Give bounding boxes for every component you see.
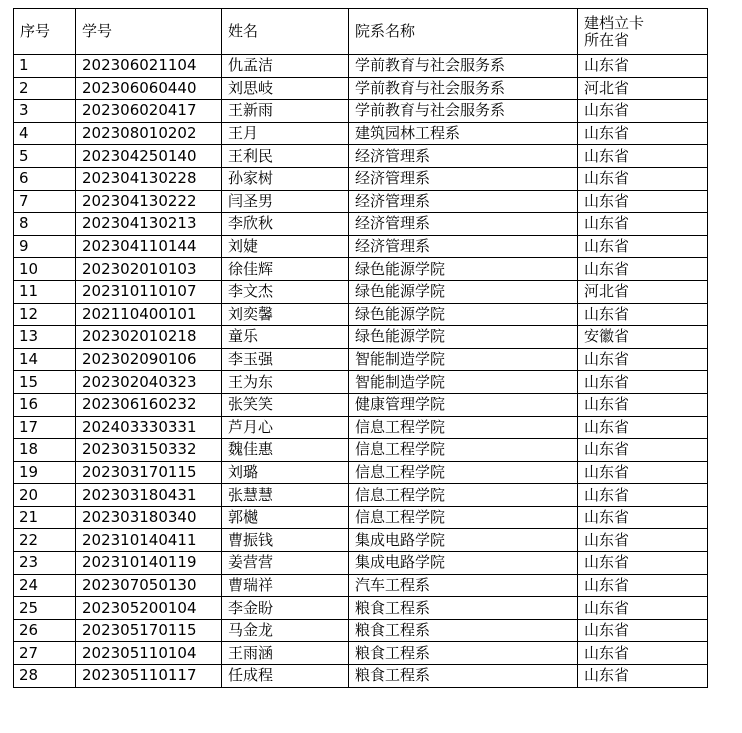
table-row bbox=[14, 55, 708, 78]
cell-province: 山东省 bbox=[578, 55, 708, 78]
cell-index: 23 bbox=[14, 552, 76, 575]
cell-department: 信息工程学院 bbox=[349, 484, 578, 507]
cell-name: 魏佳惠 bbox=[222, 439, 349, 462]
cell-index: 8 bbox=[14, 213, 76, 236]
cell-index: 19 bbox=[14, 461, 76, 484]
cell-department: 智能制造学院 bbox=[349, 348, 578, 371]
cell-name: 王雨涵 bbox=[222, 642, 349, 665]
cell-student-id: 202310110107 bbox=[76, 280, 222, 303]
cell-student-id: 202306021104 bbox=[76, 55, 222, 78]
cell-index: 6 bbox=[14, 167, 76, 190]
table-row bbox=[14, 190, 708, 213]
cell-index: 16 bbox=[14, 393, 76, 416]
cell-student-id: 202305200104 bbox=[76, 597, 222, 620]
cell-index: 20 bbox=[14, 484, 76, 507]
cell-province: 山东省 bbox=[578, 348, 708, 371]
header-row bbox=[14, 9, 708, 55]
cell-province: 山东省 bbox=[578, 642, 708, 665]
cell-index: 1 bbox=[14, 55, 76, 78]
cell-name: 李文杰 bbox=[222, 280, 349, 303]
cell-index: 5 bbox=[14, 145, 76, 168]
cell-index: 22 bbox=[14, 529, 76, 552]
cell-name: 刘思岐 bbox=[222, 77, 349, 100]
cell-name: 孙家树 bbox=[222, 167, 349, 190]
cell-province: 山东省 bbox=[578, 416, 708, 439]
cell-student-id: 202110400101 bbox=[76, 303, 222, 326]
table-row bbox=[14, 371, 708, 394]
table-row bbox=[14, 619, 708, 642]
cell-student-id: 202304110144 bbox=[76, 235, 222, 258]
cell-index: 13 bbox=[14, 326, 76, 349]
cell-index: 18 bbox=[14, 439, 76, 462]
cell-student-id: 202304130222 bbox=[76, 190, 222, 213]
header-student-id: 学号 bbox=[76, 9, 222, 55]
table-row bbox=[14, 642, 708, 665]
table-row bbox=[14, 665, 708, 688]
cell-province: 山东省 bbox=[578, 461, 708, 484]
cell-student-id: 202302010218 bbox=[76, 326, 222, 349]
header-index: 序号 bbox=[14, 9, 76, 55]
table-row bbox=[14, 258, 708, 281]
cell-name: 张笑笑 bbox=[222, 393, 349, 416]
cell-student-id: 202305110117 bbox=[76, 665, 222, 688]
cell-index: 17 bbox=[14, 416, 76, 439]
header-province-line2: 所在省 bbox=[584, 31, 630, 49]
table-row bbox=[14, 393, 708, 416]
cell-department: 粮食工程系 bbox=[349, 619, 578, 642]
cell-province: 山东省 bbox=[578, 665, 708, 688]
table-row bbox=[14, 235, 708, 258]
cell-department: 集成电路学院 bbox=[349, 529, 578, 552]
cell-province: 山东省 bbox=[578, 235, 708, 258]
cell-student-id: 202403330331 bbox=[76, 416, 222, 439]
cell-department: 绿色能源学院 bbox=[349, 280, 578, 303]
cell-index: 15 bbox=[14, 371, 76, 394]
table-row bbox=[14, 303, 708, 326]
cell-student-id: 202308010202 bbox=[76, 122, 222, 145]
cell-name: 李金盼 bbox=[222, 597, 349, 620]
cell-province: 山东省 bbox=[578, 597, 708, 620]
cell-province: 山东省 bbox=[578, 484, 708, 507]
cell-province: 山东省 bbox=[578, 506, 708, 529]
cell-name: 李玉强 bbox=[222, 348, 349, 371]
cell-department: 集成电路学院 bbox=[349, 552, 578, 575]
cell-province: 山东省 bbox=[578, 167, 708, 190]
cell-province: 山东省 bbox=[578, 122, 708, 145]
cell-student-id: 202307050130 bbox=[76, 574, 222, 597]
cell-province: 山东省 bbox=[578, 100, 708, 123]
table-row bbox=[14, 529, 708, 552]
cell-index: 21 bbox=[14, 506, 76, 529]
cell-index: 7 bbox=[14, 190, 76, 213]
cell-index: 12 bbox=[14, 303, 76, 326]
cell-department: 经济管理系 bbox=[349, 190, 578, 213]
cell-student-id: 202304250140 bbox=[76, 145, 222, 168]
table-row bbox=[14, 552, 708, 575]
table-row bbox=[14, 416, 708, 439]
cell-department: 学前教育与社会服务系 bbox=[349, 55, 578, 78]
table-row bbox=[14, 213, 708, 236]
cell-department: 信息工程学院 bbox=[349, 439, 578, 462]
cell-name: 任成程 bbox=[222, 665, 349, 688]
cell-department: 信息工程学院 bbox=[349, 506, 578, 529]
cell-student-id: 202302090106 bbox=[76, 348, 222, 371]
cell-student-id: 202303180431 bbox=[76, 484, 222, 507]
cell-name: 芦月心 bbox=[222, 416, 349, 439]
cell-student-id: 202306020417 bbox=[76, 100, 222, 123]
cell-student-id: 202310140411 bbox=[76, 529, 222, 552]
cell-name: 王新雨 bbox=[222, 100, 349, 123]
cell-department: 信息工程学院 bbox=[349, 461, 578, 484]
table-row bbox=[14, 574, 708, 597]
cell-department: 经济管理系 bbox=[349, 145, 578, 168]
cell-index: 25 bbox=[14, 597, 76, 620]
cell-department: 信息工程学院 bbox=[349, 416, 578, 439]
cell-department: 学前教育与社会服务系 bbox=[349, 100, 578, 123]
cell-name: 王月 bbox=[222, 122, 349, 145]
cell-department: 粮食工程系 bbox=[349, 665, 578, 688]
cell-student-id: 202310140119 bbox=[76, 552, 222, 575]
cell-index: 11 bbox=[14, 280, 76, 303]
cell-name: 王利民 bbox=[222, 145, 349, 168]
cell-student-id: 202303170115 bbox=[76, 461, 222, 484]
cell-province: 河北省 bbox=[578, 77, 708, 100]
cell-province: 山东省 bbox=[578, 529, 708, 552]
cell-department: 健康管理学院 bbox=[349, 393, 578, 416]
cell-province: 山东省 bbox=[578, 371, 708, 394]
cell-name: 徐佳辉 bbox=[222, 258, 349, 281]
cell-department: 绿色能源学院 bbox=[349, 258, 578, 281]
cell-province: 安徽省 bbox=[578, 326, 708, 349]
cell-name: 刘婕 bbox=[222, 235, 349, 258]
header-name: 姓名 bbox=[222, 9, 349, 55]
cell-student-id: 202305170115 bbox=[76, 619, 222, 642]
cell-department: 学前教育与社会服务系 bbox=[349, 77, 578, 100]
cell-name: 王为东 bbox=[222, 371, 349, 394]
cell-name: 李欣秋 bbox=[222, 213, 349, 236]
cell-name: 曹瑞祥 bbox=[222, 574, 349, 597]
cell-province: 山东省 bbox=[578, 190, 708, 213]
cell-department: 经济管理系 bbox=[349, 213, 578, 236]
cell-province: 河北省 bbox=[578, 280, 708, 303]
cell-index: 24 bbox=[14, 574, 76, 597]
cell-index: 27 bbox=[14, 642, 76, 665]
cell-name: 刘璐 bbox=[222, 461, 349, 484]
cell-name: 张慧慧 bbox=[222, 484, 349, 507]
table-row bbox=[14, 461, 708, 484]
table-row bbox=[14, 77, 708, 100]
cell-index: 9 bbox=[14, 235, 76, 258]
table-row bbox=[14, 280, 708, 303]
cell-province: 山东省 bbox=[578, 574, 708, 597]
header-province bbox=[578, 9, 708, 55]
cell-index: 4 bbox=[14, 122, 76, 145]
cell-index: 28 bbox=[14, 665, 76, 688]
cell-index: 3 bbox=[14, 100, 76, 123]
table-row bbox=[14, 145, 708, 168]
cell-student-id: 202304130228 bbox=[76, 167, 222, 190]
cell-name: 郭樾 bbox=[222, 506, 349, 529]
cell-student-id: 202306060440 bbox=[76, 77, 222, 100]
table-row bbox=[14, 100, 708, 123]
cell-name: 马金龙 bbox=[222, 619, 349, 642]
table-row bbox=[14, 484, 708, 507]
cell-student-id: 202303180340 bbox=[76, 506, 222, 529]
header-department: 院系名称 bbox=[349, 9, 578, 55]
cell-name: 童乐 bbox=[222, 326, 349, 349]
cell-index: 26 bbox=[14, 619, 76, 642]
cell-student-id: 202302040323 bbox=[76, 371, 222, 394]
cell-province: 山东省 bbox=[578, 303, 708, 326]
cell-department: 智能制造学院 bbox=[349, 371, 578, 394]
cell-province: 山东省 bbox=[578, 213, 708, 236]
cell-department: 经济管理系 bbox=[349, 235, 578, 258]
cell-department: 粮食工程系 bbox=[349, 597, 578, 620]
cell-province: 山东省 bbox=[578, 393, 708, 416]
cell-student-id: 202302010103 bbox=[76, 258, 222, 281]
cell-index: 14 bbox=[14, 348, 76, 371]
cell-student-id: 202304130213 bbox=[76, 213, 222, 236]
cell-department: 经济管理系 bbox=[349, 167, 578, 190]
table-row bbox=[14, 326, 708, 349]
table-row bbox=[14, 597, 708, 620]
cell-name: 闫圣男 bbox=[222, 190, 349, 213]
cell-province: 山东省 bbox=[578, 439, 708, 462]
cell-province: 山东省 bbox=[578, 145, 708, 168]
cell-name: 曹振钱 bbox=[222, 529, 349, 552]
cell-name: 刘奕馨 bbox=[222, 303, 349, 326]
cell-province: 山东省 bbox=[578, 619, 708, 642]
table-row bbox=[14, 348, 708, 371]
table-row bbox=[14, 506, 708, 529]
cell-department: 建筑园林工程系 bbox=[349, 122, 578, 145]
student-table bbox=[13, 8, 708, 688]
table-row bbox=[14, 167, 708, 190]
table-row bbox=[14, 122, 708, 145]
cell-student-id: 202305110104 bbox=[76, 642, 222, 665]
cell-student-id: 202306160232 bbox=[76, 393, 222, 416]
table-row bbox=[14, 439, 708, 462]
cell-department: 绿色能源学院 bbox=[349, 303, 578, 326]
cell-name: 姜营营 bbox=[222, 552, 349, 575]
header-province-line1: 建档立卡 bbox=[584, 14, 645, 32]
cell-index: 10 bbox=[14, 258, 76, 281]
cell-province: 山东省 bbox=[578, 258, 708, 281]
cell-index: 2 bbox=[14, 77, 76, 100]
cell-student-id: 202303150332 bbox=[76, 439, 222, 462]
cell-department: 绿色能源学院 bbox=[349, 326, 578, 349]
cell-province: 山东省 bbox=[578, 552, 708, 575]
cell-department: 汽车工程系 bbox=[349, 574, 578, 597]
cell-department: 粮食工程系 bbox=[349, 642, 578, 665]
cell-name: 仇孟洁 bbox=[222, 55, 349, 78]
